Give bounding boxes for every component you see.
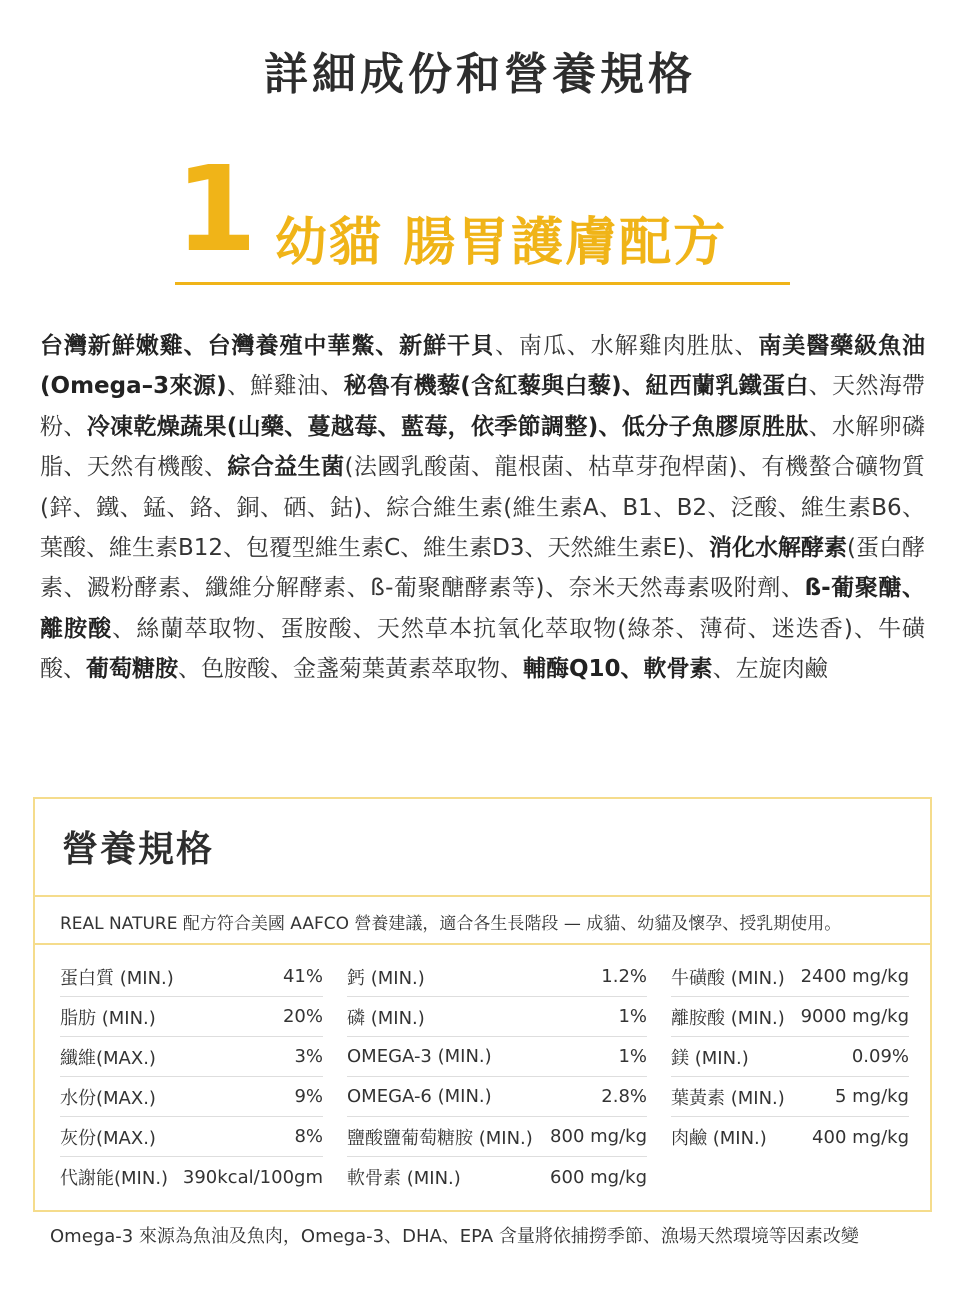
spec-value: 2.8% [601, 1086, 647, 1107]
spec-value: 600 mg/kg [550, 1166, 647, 1188]
nutrition-spec-box [33, 797, 932, 1212]
ingredient-segment: (蛋白酵素、澱粉酵素、纖維分解酵素、ß-葡聚醣酵素等)、奈米天然毒素吸附劑、 [40, 535, 925, 602]
spec-label: 水份(MAX.) [60, 1087, 156, 1109]
spec-value: 2400 mg/kg [800, 966, 909, 987]
ingredient-segment: 葡萄糖胺 [86, 656, 178, 683]
spec-row [60, 1117, 323, 1157]
ingredient-segment: 、水解卵磷脂、天然有機酸、 [40, 413, 926, 481]
ingredient-segment: 台灣新鮮嫩雞、台灣養殖中華鱉、新鮮干貝 [40, 333, 495, 359]
spec-column-2 [347, 957, 647, 1197]
formula-number: 1 [175, 140, 258, 278]
ingredient-segment: 、鮮雞油、 [226, 373, 344, 400]
spec-value: 390kcal/100gm [182, 1166, 323, 1188]
spec-label: 鎂 (MIN.) [671, 1047, 749, 1069]
spec-value: 20% [282, 1006, 323, 1027]
spec-value: 3% [294, 1046, 323, 1067]
spec-label: 軟骨素 (MIN.) [347, 1168, 461, 1189]
spec-column-3 [671, 957, 909, 1157]
ingredient-segment: 綜合益生菌 [227, 454, 345, 481]
spec-row [347, 997, 647, 1037]
ingredient-segment: 輔酶Q10、軟骨素 [523, 656, 713, 683]
spec-label: 牛磺酸 (MIN.) [671, 967, 785, 989]
spec-row [671, 1077, 909, 1117]
ingredient-segment: 南美醫藥級魚油(Omega–3來源) [40, 333, 926, 400]
spec-row [60, 997, 323, 1037]
ingredient-segment: 、天然海帶粉、 [40, 373, 926, 440]
spec-row [347, 1117, 647, 1157]
spec-value: 41% [282, 966, 323, 987]
ingredient-segment: 消化水解酵素 [709, 535, 848, 562]
ingredient-segment: 、南瓜、水解雞肉胜肽、 [494, 333, 759, 359]
spec-value: 400 mg/kg [812, 1126, 909, 1148]
spec-value: 9000 mg/kg [800, 1006, 909, 1027]
spec-row [671, 1117, 909, 1157]
spec-label: 葉黃素 (MIN.) [671, 1087, 785, 1109]
spec-label: 磷 (MIN.) [347, 1007, 425, 1029]
formula-name: 幼貓 腸胃護膚配方 [275, 213, 728, 273]
spec-row [671, 997, 909, 1037]
spec-row [671, 957, 909, 997]
ingredient-segment: 、絲蘭萃取物、蛋胺酸、天然草本抗氧化萃取物(綠茶、薄荷、迷迭香)、牛磺酸、 [40, 615, 925, 683]
spec-value: 9% [294, 1086, 323, 1107]
ingredient-segment: 、色胺酸、金盞菊葉黃素萃取物、 [178, 656, 523, 683]
ingredient-segment: (法國乳酸菌、龍根菌、枯草芽孢桿菌)、有機螯合礦物質(鋅、鐵、錳、鉻、銅、硒、鈷)、綜合維生素(維生素A、B1、B2、泛酸、維生素B6、葉酸、維生素B12、包覆型維生素C、維生素D3、天然維生素E)、 [40, 454, 926, 562]
page-title: 詳細成份和營養規格 [264, 49, 696, 100]
spec-value: 1% [618, 1046, 647, 1067]
spec-value: 8% [294, 1126, 323, 1147]
ingredient-segment: 、左旋肉鹼 [712, 656, 828, 683]
spec-label: 鈣 (MIN.) [347, 967, 425, 989]
ingredient-segment: 秘魯有機藜(含紅藜與白藜)、紐西蘭乳鐵蛋白 [343, 373, 809, 400]
spec-label: 離胺酸 (MIN.) [671, 1007, 785, 1029]
divider [35, 943, 930, 945]
ingredient-segment: ß-葡聚醣、離胺酸 [40, 575, 925, 642]
spec-label: 肉鹼 (MIN.) [671, 1128, 767, 1149]
spec-label: 代謝能(MIN.) [60, 1168, 169, 1189]
spec-label: OMEGA-3 (MIN.) [347, 1046, 492, 1067]
formula-headline [175, 140, 795, 290]
spec-row [60, 1037, 323, 1077]
spec-label: OMEGA-6 (MIN.) [347, 1086, 492, 1107]
ingredient-segment: 冷凍乾燥蔬果(山藥、蔓越莓、藍莓，依季節調整)、低分子魚膠原胜肽 [86, 413, 809, 440]
spec-label: 蛋白質 (MIN.) [60, 967, 174, 989]
spec-row [347, 957, 647, 997]
ingredients-list [40, 326, 925, 690]
spec-label: 鹽酸鹽葡萄糖胺 (MIN.) [347, 1127, 533, 1149]
divider [35, 895, 930, 897]
spec-row [347, 1077, 647, 1117]
spec-value: 5 mg/kg [834, 1086, 909, 1107]
spec-value: 800 mg/kg [550, 1126, 647, 1147]
spec-column-1 [60, 957, 323, 1197]
spec-title: 營養規格 [62, 829, 215, 870]
omega-footnote: Omega-3 來源為魚油及魚肉，Omega-3、DHA、EPA 含量將依捕撈季節、漁場天然環境等因素改變 [50, 1226, 859, 1247]
spec-row [60, 1157, 323, 1197]
spec-label: 纖維(MAX.) [60, 1047, 156, 1069]
spec-value: 0.09% [851, 1046, 909, 1067]
spec-row [60, 1077, 323, 1117]
spec-row [347, 1157, 647, 1197]
spec-label: 灰份(MAX.) [60, 1127, 156, 1149]
aafco-note: REAL NATURE 配方符合美國 AAFCO 營養建議，適合各生長階段 — 成貓、幼貓及懷孕、授乳期使用。 [60, 914, 842, 934]
spec-label: 脂肪 (MIN.) [60, 1007, 156, 1029]
spec-row [671, 1037, 909, 1077]
spec-value: 1.2% [601, 966, 647, 987]
spec-value: 1% [618, 1006, 647, 1027]
headline-underline [175, 282, 790, 285]
spec-row [60, 957, 323, 997]
spec-row [347, 1037, 647, 1077]
